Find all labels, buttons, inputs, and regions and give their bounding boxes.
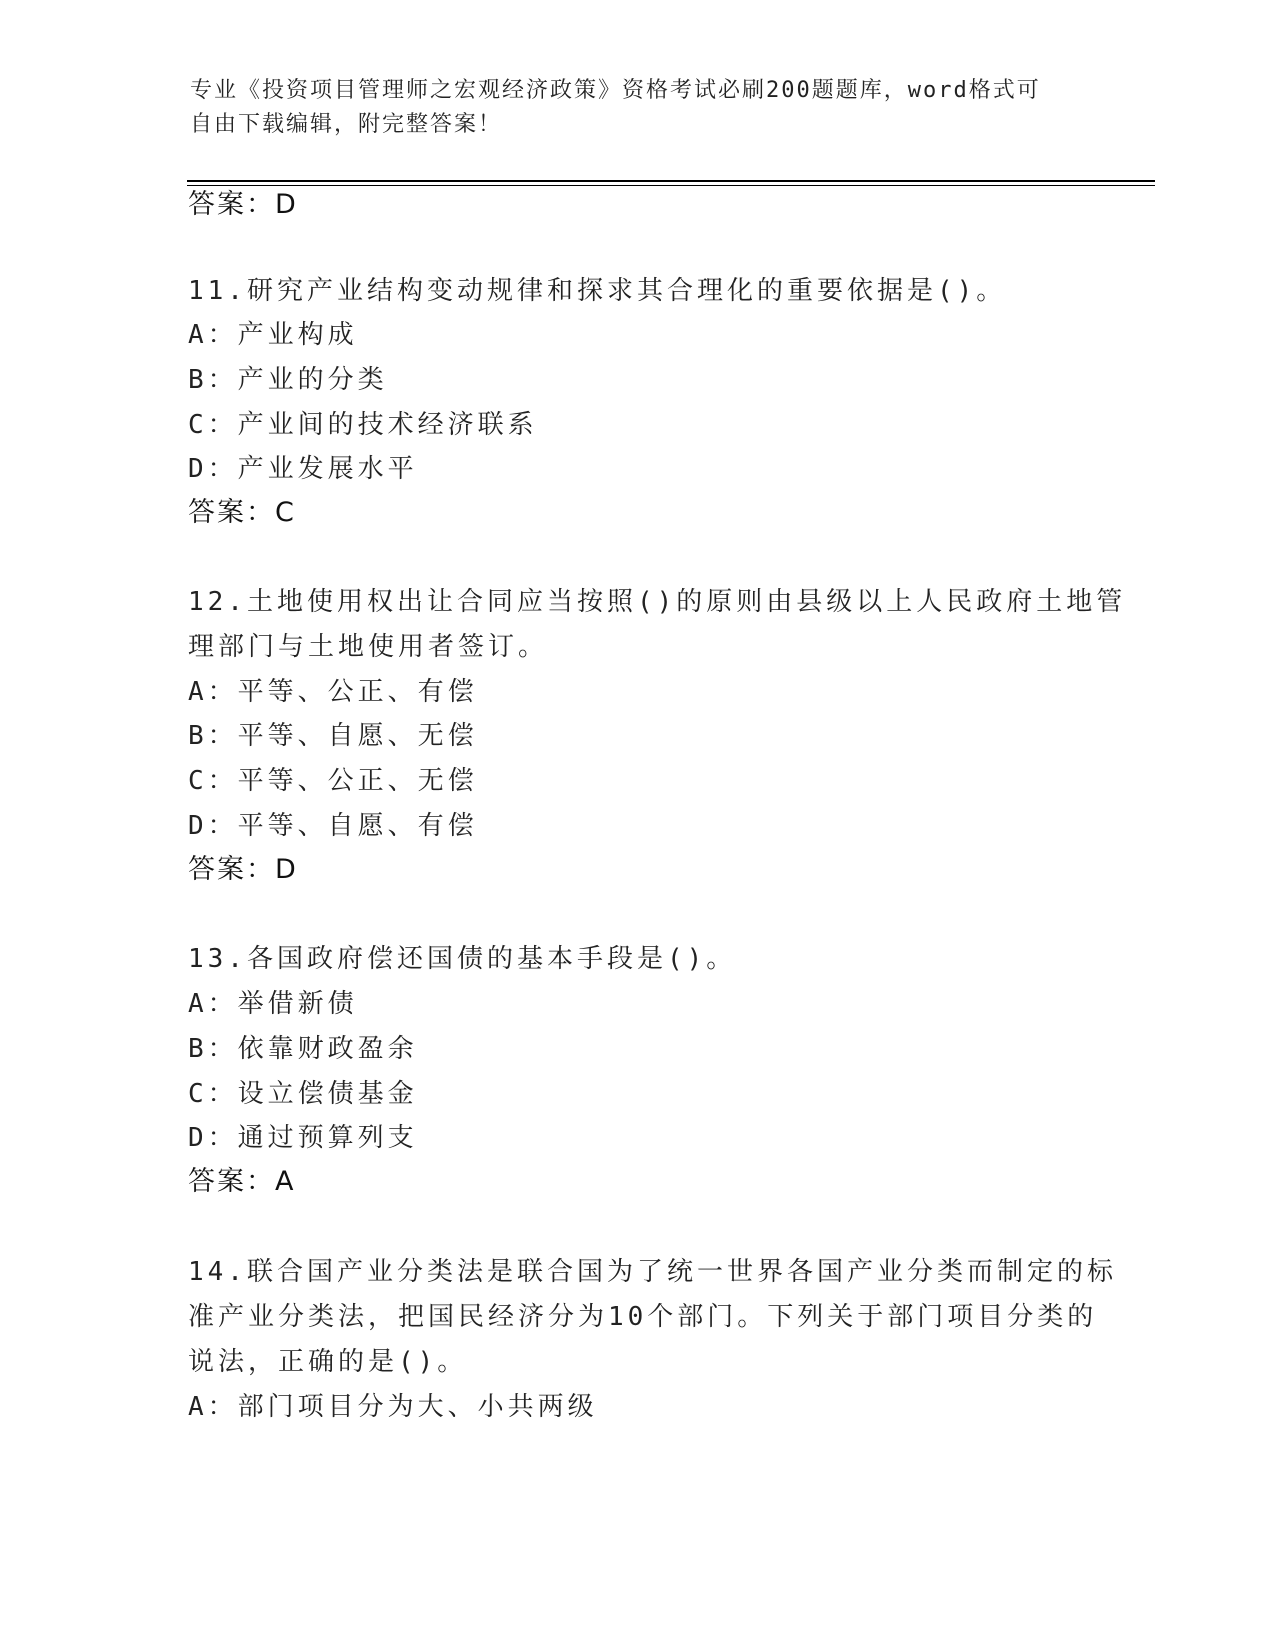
question-12-option-a: A：平等、公正、有偿 — [188, 677, 478, 707]
previous-answer: 答案：D — [188, 189, 298, 220]
question-12-answer: 答案：D — [188, 854, 298, 885]
header-line-1: 专业《投资项目管理师之宏观经济政策》资格考试必刷200题题库，word格式可 — [190, 78, 1041, 103]
question-13-option-c: C：设立偿债基金 — [188, 1079, 418, 1109]
question-12-option-b: B：平等、自愿、无偿 — [188, 721, 478, 751]
question-11-option-b: B：产业的分类 — [188, 365, 388, 395]
question-13-answer: 答案：A — [188, 1166, 296, 1197]
question-13-option-b: B：依靠财政盈余 — [188, 1034, 418, 1064]
question-12-option-d: D：平等、自愿、有偿 — [188, 811, 478, 841]
question-11-option-d: D：产业发展水平 — [188, 454, 418, 484]
question-11-option-a: A：产业构成 — [188, 320, 358, 350]
question-14-option-a: A：部门项目分为大、小共两级 — [188, 1392, 598, 1422]
question-12-text-line-2: 理部门与土地使用者签订。 — [188, 632, 549, 662]
question-14-text-line-1: 14.联合国产业分类法是联合国为了统一世界各国产业分类而制定的标 — [188, 1257, 1117, 1287]
question-11-text: 11.研究产业结构变动规律和探求其合理化的重要依据是()。 — [188, 276, 1007, 306]
question-11-answer: 答案：C — [188, 497, 296, 528]
question-13-option-a: A：举借新债 — [188, 989, 358, 1019]
question-13-text: 13.各国政府偿还国债的基本手段是()。 — [188, 944, 737, 974]
question-12-option-c: C：平等、公正、无偿 — [188, 766, 478, 796]
header-divider-thick — [187, 180, 1155, 182]
question-14-text-line-3: 说法，正确的是()。 — [188, 1347, 468, 1377]
document-header — [190, 74, 1070, 142]
header-divider-thin — [187, 185, 1155, 186]
question-13-option-d: D：通过预算列支 — [188, 1123, 418, 1153]
question-14-text-line-2: 准产业分类法，把国民经济分为10个部门。下列关于部门项目分类的 — [188, 1302, 1098, 1332]
header-line-2: 自由下载编辑，附完整答案！ — [190, 112, 503, 137]
question-11-option-c: C：产业间的技术经济联系 — [188, 410, 538, 440]
question-12-text-line-1: 12.土地使用权出让合同应当按照()的原则由县级以上人民政府土地管 — [188, 587, 1127, 617]
